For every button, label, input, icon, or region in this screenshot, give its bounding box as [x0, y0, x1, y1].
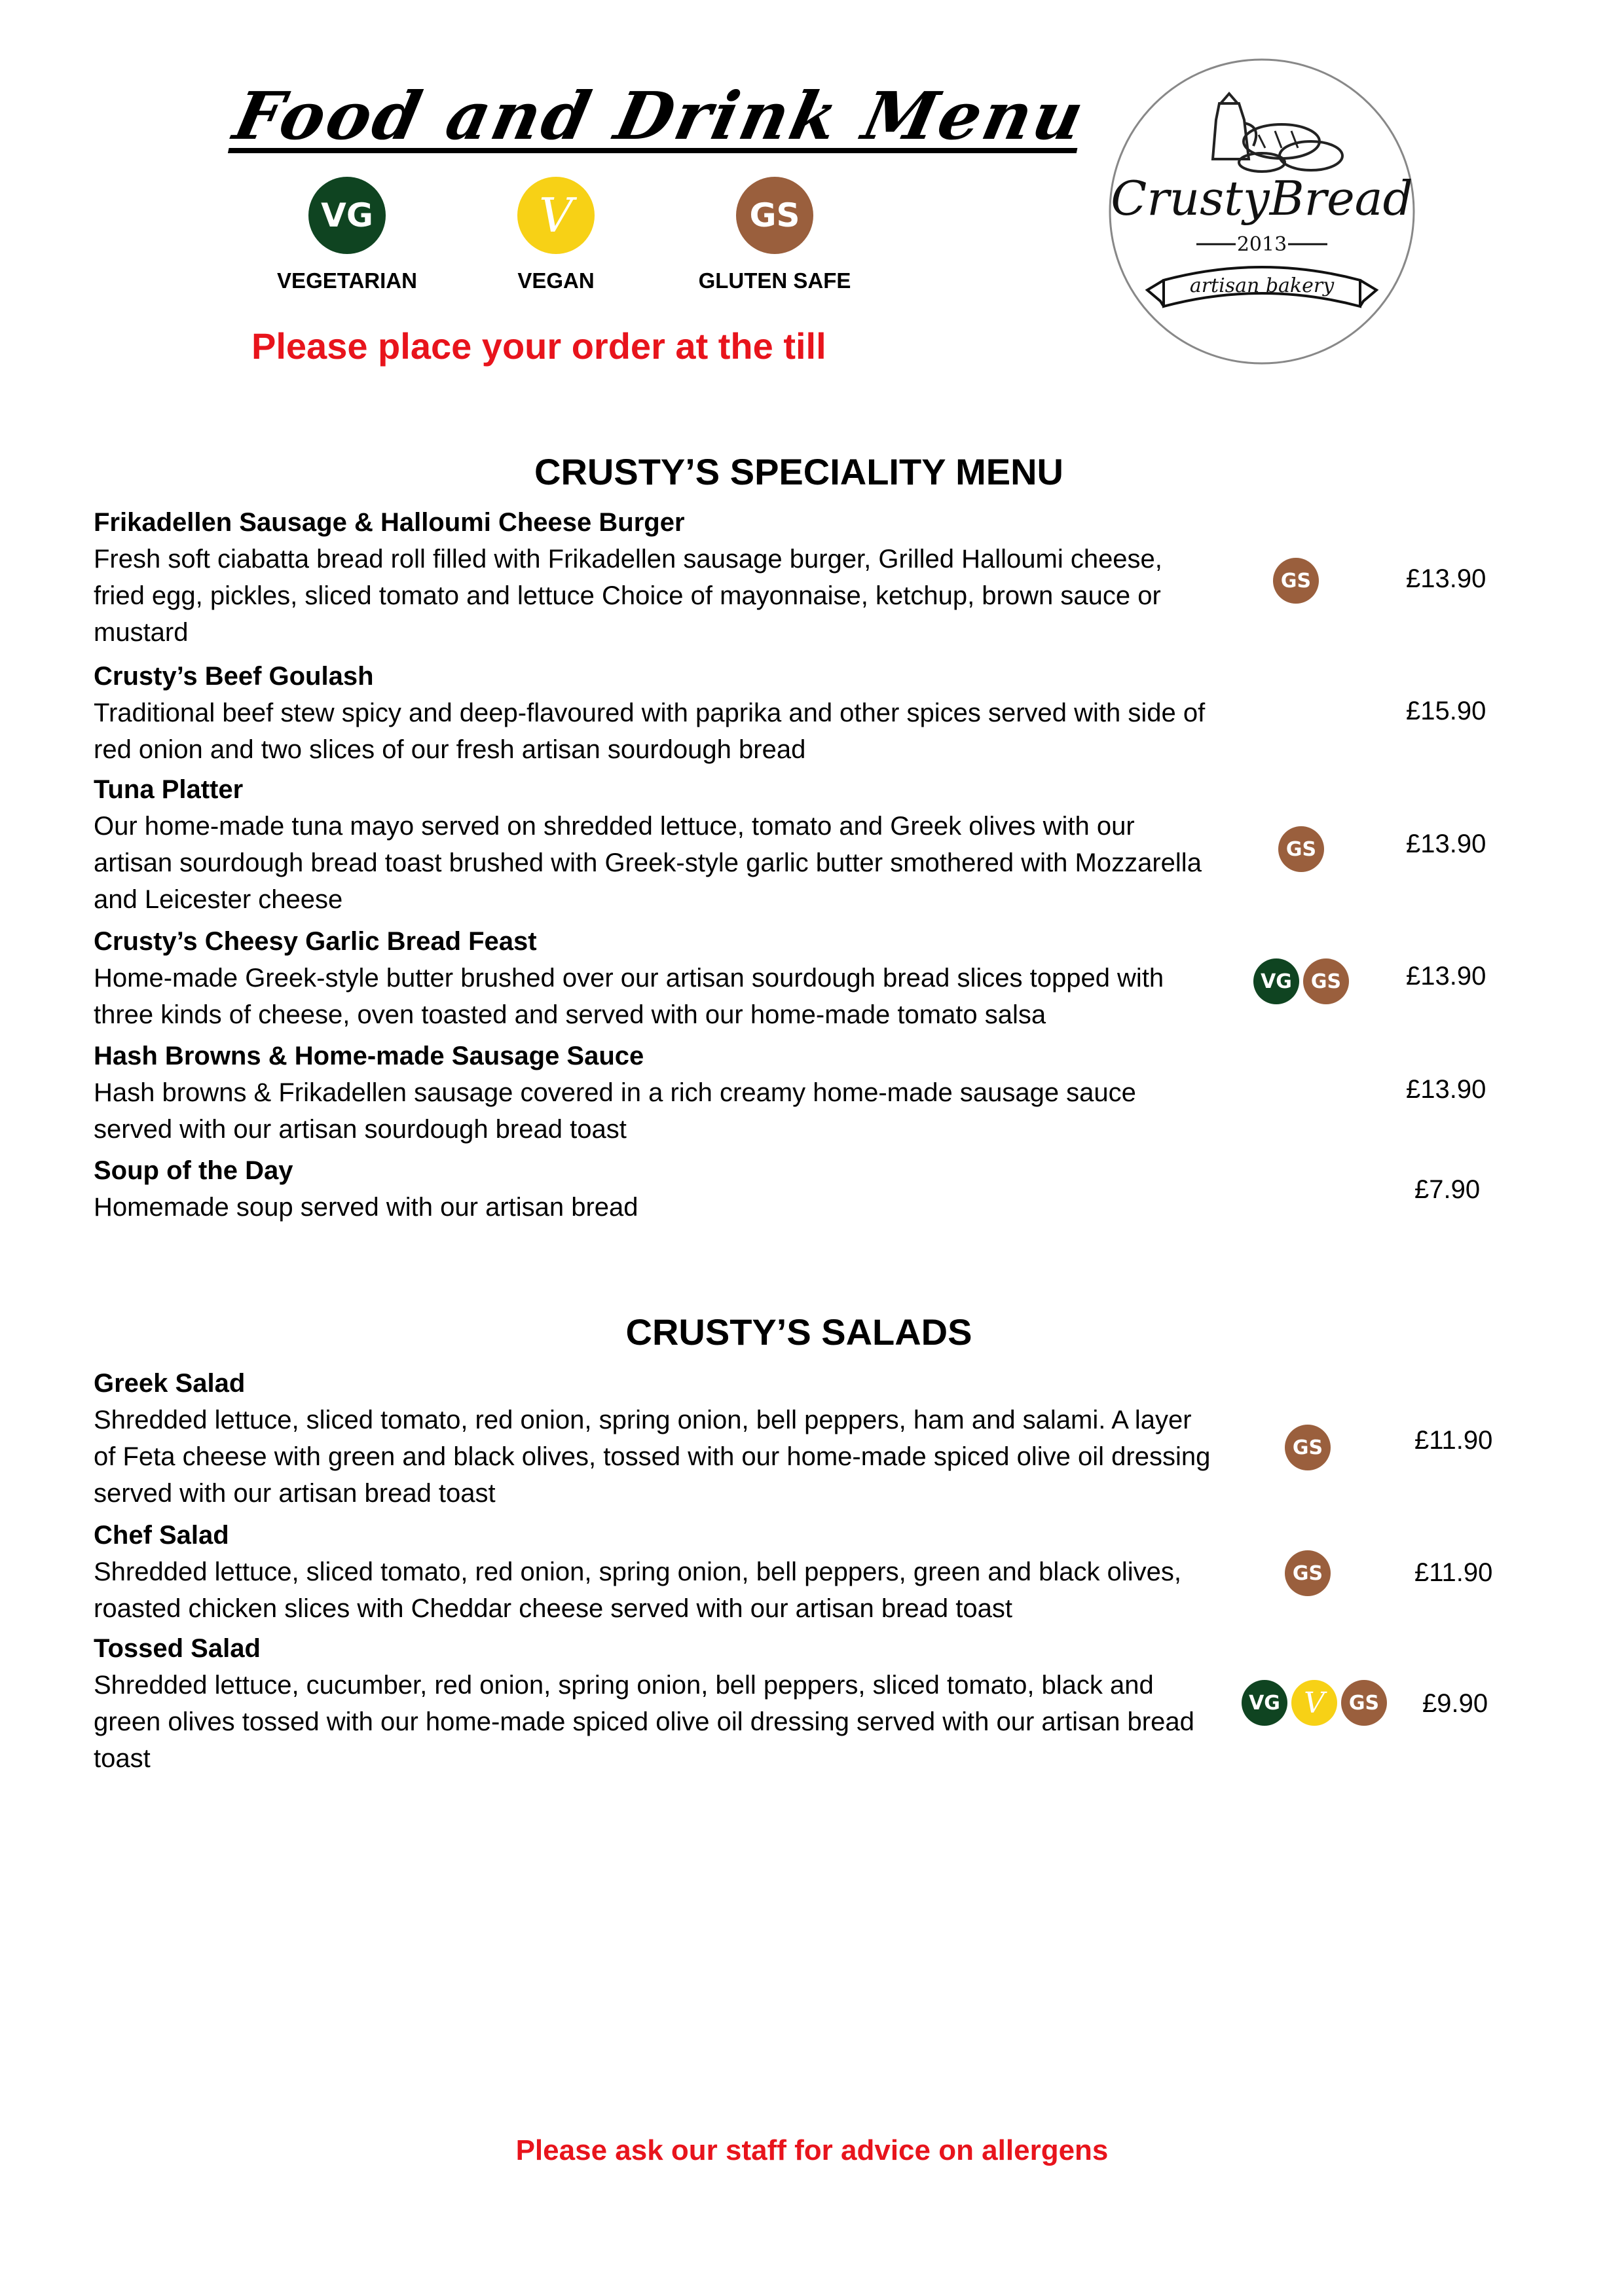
crusty-bread-logo: [1108, 58, 1416, 365]
item-description: Shredded lettuce, sliced tomato, red onion, spring onion, bell peppers, green and black olives, roasted chicken slices with Cheddar cheese served with our artisan bread toast: [94, 1558, 1182, 1623]
item-badges: [1285, 1425, 1331, 1470]
menu-item: [94, 504, 1220, 651]
item-price: £7.90: [1414, 1175, 1481, 1204]
item-description: Fresh soft ciabatta bread roll filled with Frikadellen sausage burger, Grilled Halloumi cheese, fried egg, pickles, sliced tomato and lettuce Choice of mayonnaise, ketchup, brown sauce or mustard: [94, 545, 1162, 647]
item-description: Shredded lettuce, cucumber, red onion, spring onion, bell peppers, sliced tomato, black and green olives tossed with our home-made spiced olive oil dressing served with our artisan bread toast: [94, 1671, 1194, 1773]
menu-item: [94, 1630, 1220, 1777]
item-description: Homemade soup served with our artisan bread: [94, 1193, 638, 1222]
item-price: £13.90: [1406, 1075, 1486, 1104]
vegetarian-badge-icon: VG: [1242, 1680, 1287, 1726]
speciality-section-title: CRUSTY’S SPECIALITY MENU: [534, 451, 1063, 492]
item-price: £13.90: [1406, 962, 1486, 991]
item-name: Tossed Salad: [94, 1634, 261, 1663]
item-name: Soup of the Day: [94, 1156, 293, 1185]
item-price: £15.90: [1406, 697, 1486, 725]
menu-item: [94, 923, 1220, 1033]
gluten-safe-badge-icon: GS: [1285, 1425, 1331, 1470]
item-description: Hash browns & Frikadellen sausage covered in a rich creamy home-made sausage sauce served with our artisan sourdough bread toast: [94, 1078, 1136, 1144]
legend-vegan: [458, 177, 654, 293]
item-price: £11.90: [1414, 1426, 1493, 1455]
gluten-safe-badge-icon: GS: [1273, 558, 1319, 604]
item-name: Tuna Platter: [94, 775, 244, 804]
menu-item: [94, 1038, 1220, 1148]
item-name: Hash Browns & Home-made Sausage Sauce: [94, 1042, 644, 1070]
menu-item: [94, 1152, 1220, 1226]
allergen-notice: Please ask our staff for advice on allergens: [515, 2134, 1109, 2166]
item-price: £13.90: [1406, 829, 1486, 858]
gluten-safe-badge-icon: GS: [736, 177, 813, 254]
menu-item: [94, 1517, 1220, 1627]
item-description: Traditional beef stew spicy and deep-flavoured with paprika and other spices served with side of red onion and two slices of our fresh artisan sourdough bread: [94, 699, 1206, 764]
salads-section-title: CRUSTY’S SALADS: [625, 1311, 972, 1353]
item-name: Greek Salad: [94, 1369, 246, 1398]
legend-gluten-safe: [676, 177, 873, 293]
item-badges: [1242, 1680, 1387, 1726]
item-description: Home-made Greek-style butter brushed over our artisan sourdough bread slices topped with three kinds of cheese, oven toasted and served with our home-made tomato salsa: [94, 964, 1164, 1029]
logo-brand-text: CrustyBread: [1111, 171, 1413, 226]
item-name: Crusty’s Beef Goulash: [94, 662, 374, 691]
item-price: £11.90: [1414, 1558, 1493, 1587]
menu-item: [94, 1365, 1220, 1512]
vegetarian-badge-icon: VG: [1253, 958, 1299, 1004]
item-description: Our home-made tuna mayo served on shredded lettuce, tomato and Greek olives with our artisan sourdough bread toast brushed with Greek-style garlic butter smothered with Mozzarella and Leicester cheese: [94, 812, 1202, 914]
logo-year-text: 2013: [1236, 233, 1287, 256]
legend-label: VEGAN: [517, 268, 595, 293]
item-name: Crusty’s Cheesy Garlic Bread Feast: [94, 927, 537, 956]
logo-emblem-icon: [1108, 58, 1416, 365]
vegan-badge-icon: V: [517, 177, 595, 254]
legend-vegetarian: [249, 177, 445, 293]
vegetarian-badge-icon: VG: [308, 177, 386, 254]
vegan-badge-icon: V: [1291, 1680, 1337, 1726]
item-badges: [1273, 558, 1319, 604]
item-price: £13.90: [1406, 564, 1486, 593]
legend-label: GLUTEN SAFE: [698, 268, 851, 293]
order-notice: Please place your order at the till: [251, 325, 826, 367]
menu-title: Food and Drink Menu: [227, 77, 1093, 155]
gluten-safe-badge-icon: GS: [1278, 826, 1324, 872]
item-name: Frikadellen Sausage & Halloumi Cheese Burger: [94, 508, 685, 537]
menu-item: [94, 771, 1220, 918]
item-price: £9.90: [1422, 1689, 1488, 1718]
legend-label: VEGETARIAN: [277, 268, 417, 293]
gluten-safe-badge-icon: GS: [1285, 1550, 1331, 1596]
item-badges: [1278, 826, 1324, 872]
menu-item: [94, 658, 1220, 768]
item-badges: [1285, 1550, 1331, 1596]
gluten-safe-badge-icon: GS: [1303, 958, 1349, 1004]
item-badges: [1253, 958, 1349, 1004]
item-description: Shredded lettuce, sliced tomato, red onion, spring onion, bell peppers, ham and salami. A layer of Feta cheese with green and black olives, tossed with our home-made spiced olive oil dressing served with our artisan bread toast: [94, 1406, 1211, 1508]
logo-tagline-text: artisan bakery: [1189, 274, 1335, 297]
gluten-safe-badge-icon: GS: [1341, 1680, 1387, 1726]
item-name: Chef Salad: [94, 1521, 229, 1550]
